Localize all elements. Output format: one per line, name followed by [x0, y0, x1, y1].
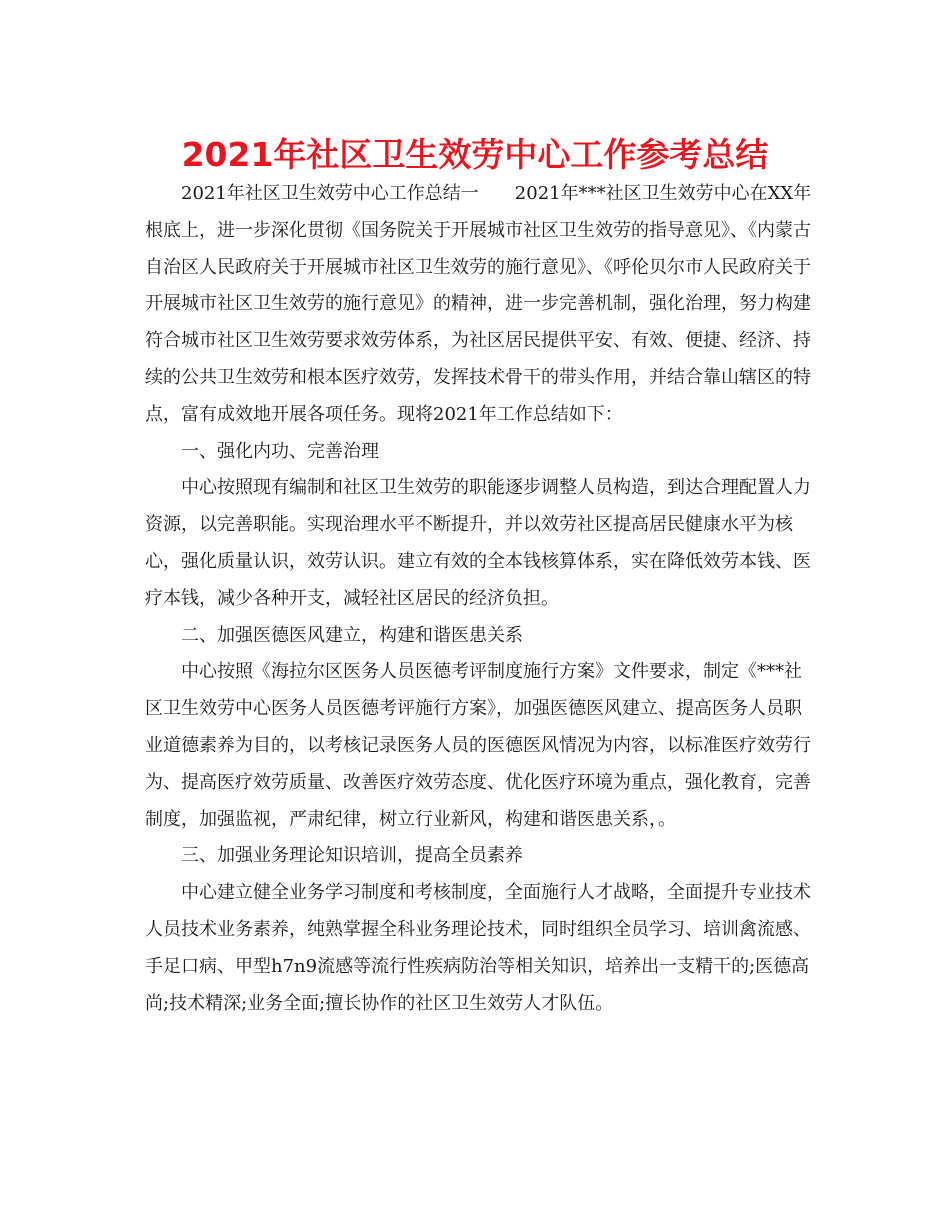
paragraph-section-2: 中心按照《海拉尔区医务人员医德考评制度施行方案》文件要求，制定《***社区卫生效劳中心医务人员医德考评施行方案》，加强医德医风建立、提高医务人员职业道德素养为目的，以考核记录医务人员的医德医风情况为内容，以标准医疗效劳行为、提高医疗效劳质量、改善医疗效劳态度、优化医疗环境为重点，强化教育，完善制度，加强监视，严肃纪律，树立行业新风，构建和谐医患关系，。	[145, 661, 811, 830]
section-heading-1: 一、强化内功、完善治理	[181, 440, 379, 462]
paragraph-intro: 2021年社区卫生效劳中心工作总结一 2021年***社区卫生效劳中心在XX年根底上，进一步深化贯彻《国务院关于开展城市社区卫生效劳的指导意见》、《内蒙古自治区人民政府关于开展城市社区卫生效劳的施行意见》、《呼伦贝尔市人民政府关于开展城市社区卫生效劳的施行意见》的精神，进一步完善机制，强化治理，努力构建符合城市社区卫生效劳要求效劳体系，为社区居民提供平安、有效、便捷、经济、持续的公共卫生效劳和根本医疗效劳，发挥技术骨干的带头作用，并结合靠山辖区的特点，富有成效地开展各项任务。现将2021年工作总结如下：	[145, 183, 812, 425]
paragraph-section-3: 中心建立健全业务学习制度和考核制度，全面施行人才战略，全面提升专业技术人员技术业务素养，纯熟掌握全科业务理论技术，同时组织全员学习、培训禽流感、手足口病、甲型h7n9流感等流行性疾病防治等相关知识，培养出一支精干的;医德高尚;技术精深;业务全面;擅长协作的社区卫生效劳人才队伍。	[145, 882, 811, 1014]
document-title: 2021年社区卫生效劳中心工作参考总结	[181, 135, 769, 174]
document-body	[145, 176, 813, 1022]
paragraph-section-1: 中心按照现有编制和社区卫生效劳的职能逐步调整人员构造，到达合理配置人力资源，以完善职能。实现治理水平不断提升，并以效劳社区提高居民健康水平为核心，强化质量认识，效劳认识。建立有效的全本钱核算体系，实在降低效劳本钱、医疗本钱，减少各种开支，减轻社区居民的经济负担。	[145, 477, 811, 609]
section-heading-3: 三、加强业务理论知识培训，提高全员素养	[181, 845, 523, 867]
section-heading-2: 二、加强医德医风建立，构建和谐医患关系	[181, 624, 523, 646]
